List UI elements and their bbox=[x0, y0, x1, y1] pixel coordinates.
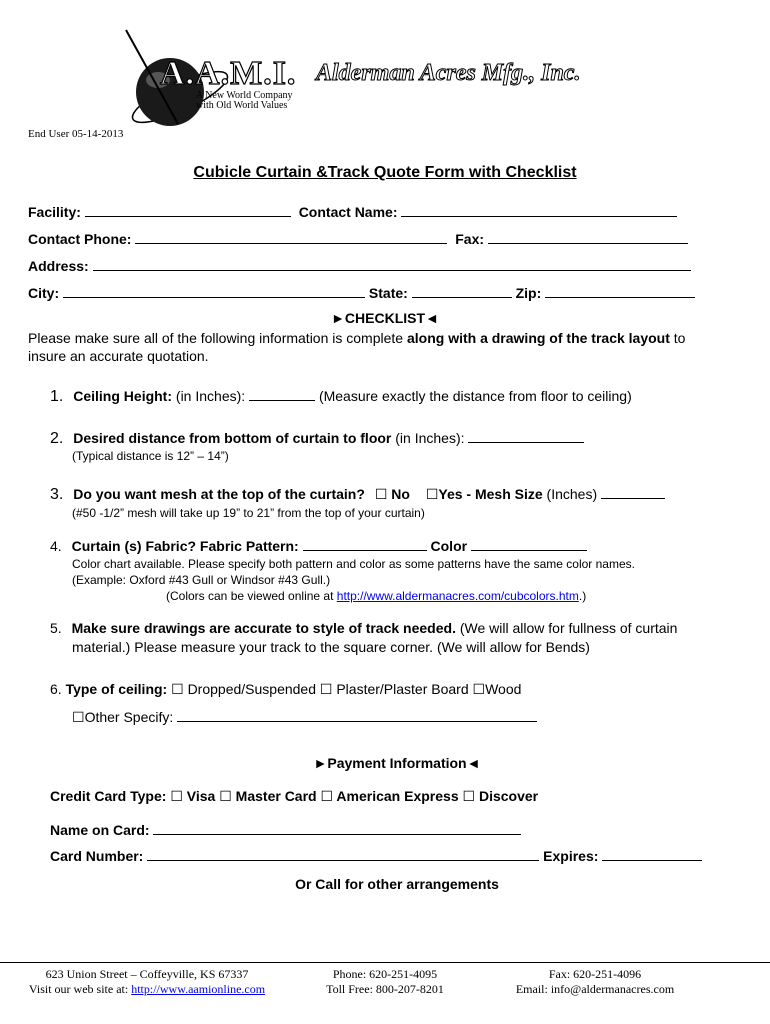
card-number-field[interactable] bbox=[147, 848, 539, 861]
curtain-distance-field[interactable] bbox=[468, 430, 584, 443]
question-2 bbox=[50, 430, 584, 448]
form-title: Cubicle Curtain &Track Quote Form with Checklist bbox=[193, 164, 577, 181]
visa-checkbox[interactable]: ☐ bbox=[170, 788, 183, 804]
question-3 bbox=[50, 486, 665, 504]
question-6 bbox=[50, 681, 521, 698]
city-field[interactable] bbox=[63, 285, 365, 298]
footer-phone-block bbox=[280, 967, 490, 997]
question-1 bbox=[50, 388, 632, 406]
footer-phone: Phone: 620-251-4095 bbox=[332, 967, 438, 981]
question-4 bbox=[50, 538, 587, 554]
ceiling-plaster-label: Plaster/Plaster Board bbox=[336, 681, 469, 697]
footer-email: Email: info@aldermanacres.com bbox=[515, 982, 675, 996]
intro-text-end: to bbox=[669, 330, 686, 346]
card-type-label: Credit Card Type: bbox=[50, 788, 167, 804]
ceiling-plaster-checkbox[interactable]: ☐ bbox=[319, 681, 333, 697]
card-number-row bbox=[50, 848, 702, 864]
q1-label: Ceiling Height: bbox=[73, 388, 173, 404]
discover-label: Discover bbox=[478, 788, 539, 804]
contact-phone-label: Contact Phone: bbox=[28, 231, 132, 247]
q2-number: 2. bbox=[50, 430, 64, 447]
amex-checkbox[interactable]: ☐ bbox=[320, 788, 334, 804]
contact-phone-field[interactable] bbox=[135, 231, 447, 244]
q2-label: Desired distance from bottom of curtain to floor bbox=[73, 430, 392, 446]
ceiling-other-field[interactable] bbox=[177, 709, 537, 722]
mesh-yes-text: (Inches) bbox=[542, 486, 598, 502]
q2-sub: (Typical distance is 12” – 14”) bbox=[72, 449, 229, 463]
q5-number: 5. bbox=[50, 620, 62, 636]
mesh-yes-checkbox[interactable]: ☐ bbox=[425, 486, 439, 502]
fabric-color-field[interactable] bbox=[471, 538, 587, 551]
footer-tollfree: Toll Free: 800-207-8201 bbox=[326, 982, 444, 996]
website-link[interactable]: http://www.aamionline.com bbox=[131, 982, 266, 996]
state-field[interactable] bbox=[412, 285, 512, 298]
footer-fax-block bbox=[470, 967, 720, 997]
q6-number: 6. bbox=[50, 681, 62, 697]
mastercard-checkbox[interactable]: ☐ bbox=[219, 788, 232, 804]
q5-line-2: material.) Please measure your track to the square corner. (We will allow for Bends) bbox=[72, 639, 590, 655]
ceiling-dropped-checkbox[interactable]: ☐ bbox=[171, 681, 184, 697]
logo-tagline-1: A New World Company bbox=[196, 90, 293, 101]
expires-label: Expires: bbox=[543, 848, 599, 864]
footer-address: 623 Union Street – Coffeyville, KS 67337 bbox=[45, 967, 249, 981]
ceiling-wood-checkbox[interactable]: ☐ bbox=[472, 681, 486, 697]
facility-field[interactable] bbox=[85, 204, 291, 217]
end-user-date: End User 05-14-2013 bbox=[28, 128, 124, 140]
checklist-heading: ►CHECKLIST◄ bbox=[331, 310, 439, 326]
logo-letters: A.A.M.I. bbox=[160, 55, 297, 92]
address-field[interactable] bbox=[93, 258, 691, 271]
q1-number: 1. bbox=[50, 388, 64, 405]
expires-field[interactable] bbox=[602, 848, 702, 861]
q6-label: Type of ceiling: bbox=[65, 681, 168, 697]
footer-fax: Fax: 620-251-4096 bbox=[548, 967, 642, 981]
card-number-label: Card Number: bbox=[50, 848, 144, 864]
q4-color-label: Color bbox=[430, 538, 468, 554]
ceiling-wood-label: Wood bbox=[485, 681, 522, 697]
name-on-card-field[interactable] bbox=[153, 822, 521, 835]
amex-label: American Express bbox=[336, 788, 459, 804]
intro-text: Please make sure all of the following information is complete bbox=[28, 330, 407, 346]
state-label: State: bbox=[368, 285, 408, 301]
call-arrangements: Or Call for other arrangements bbox=[295, 876, 499, 892]
mesh-no-label: No bbox=[391, 486, 410, 502]
color-chart-link[interactable]: http://www.aldermanacres.com/cubcolors.htm bbox=[336, 589, 579, 603]
question-6-other bbox=[72, 709, 537, 726]
q4-line-3-text: (Colors can be viewed online at bbox=[166, 589, 337, 603]
q3-sub: (#50 -1/2” mesh will take up 19” to 21” from the top of your curtain) bbox=[72, 506, 425, 520]
fax-field[interactable] bbox=[488, 231, 688, 244]
card-type-row bbox=[50, 788, 538, 805]
zip-field[interactable] bbox=[545, 285, 695, 298]
city-row bbox=[28, 285, 695, 301]
company-name: Alderman Acres Mfg., Inc. bbox=[316, 60, 581, 86]
q4-label: Curtain (s) Fabric? Fabric Pattern: bbox=[71, 538, 299, 554]
city-label: City: bbox=[28, 285, 60, 301]
address-label: Address: bbox=[28, 258, 89, 274]
logo-tagline-2: with Old World Values bbox=[196, 100, 288, 111]
zip-label: Zip: bbox=[515, 285, 542, 301]
footer-divider bbox=[0, 962, 770, 963]
footer-web-label: Visit our web site at: bbox=[28, 982, 132, 996]
q3-label: Do you want mesh at the top of the curtain? bbox=[73, 486, 365, 502]
fax-label: Fax: bbox=[455, 231, 485, 247]
q3-number: 3. bbox=[50, 486, 64, 503]
intro-line-2: insure an accurate quotation. bbox=[28, 348, 209, 364]
q5-text: (We will allow for fullness of curtain bbox=[455, 620, 678, 636]
q4-line-3 bbox=[166, 589, 586, 603]
ceiling-other-checkbox[interactable]: ☐ bbox=[72, 709, 85, 725]
contact-name-field[interactable] bbox=[401, 204, 677, 217]
ceiling-dropped-label: Dropped/Suspended bbox=[187, 681, 316, 697]
q2-text: (in Inches): bbox=[391, 430, 465, 446]
intro-line-1 bbox=[28, 330, 685, 346]
name-on-card-row bbox=[50, 822, 521, 838]
facility-row bbox=[28, 204, 677, 220]
address-row bbox=[28, 258, 691, 274]
q4-line-3-end: .) bbox=[578, 589, 587, 603]
mesh-no-checkbox[interactable]: ☐ bbox=[374, 486, 388, 502]
q1-text: (in Inches): bbox=[172, 388, 246, 404]
q4-number: 4. bbox=[50, 538, 62, 554]
q4-line-2: (Example: Oxford #43 Gull or Windsor #43 Gull.) bbox=[72, 573, 331, 587]
discover-checkbox[interactable]: ☐ bbox=[462, 788, 476, 804]
q5-label: Make sure drawings are accurate to style of track needed. bbox=[71, 620, 456, 636]
mesh-yes-label: Yes - Mesh Size bbox=[438, 486, 543, 502]
phone-row bbox=[28, 231, 688, 247]
ceiling-other-label: Other Specify: bbox=[84, 709, 174, 725]
q1-note: (Measure exactly the distance from floor to ceiling) bbox=[318, 388, 632, 404]
visa-label: Visa bbox=[186, 788, 216, 804]
fabric-pattern-field[interactable] bbox=[303, 538, 427, 551]
mesh-size-field[interactable] bbox=[601, 486, 665, 499]
ceiling-height-field[interactable] bbox=[249, 388, 315, 401]
intro-bold: along with a drawing of the track layout bbox=[406, 330, 670, 346]
payment-heading: ►Payment Information◄ bbox=[313, 755, 481, 771]
contact-name-label: Contact Name: bbox=[298, 204, 398, 220]
question-5 bbox=[50, 620, 677, 636]
q4-line-1: Color chart available. Please specify both pattern and color as some patterns have the same color names. bbox=[72, 557, 635, 571]
name-on-card-label: Name on Card: bbox=[50, 822, 150, 838]
mastercard-label: Master Card bbox=[235, 788, 317, 804]
footer-address-block bbox=[0, 967, 294, 997]
footer-web bbox=[0, 982, 294, 997]
facility-label: Facility: bbox=[28, 204, 81, 220]
